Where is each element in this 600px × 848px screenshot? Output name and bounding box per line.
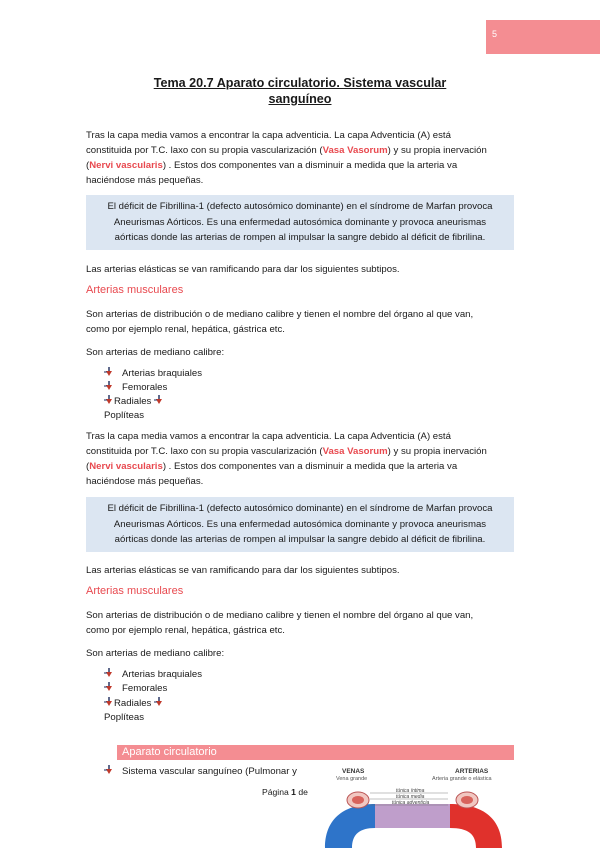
artery-arc <box>450 804 502 848</box>
mediano-calibre-label: Son arterias de mediano calibre: <box>86 648 225 659</box>
venas-subtitle: Vena grande <box>336 776 368 782</box>
list-item: Arterias braquiales <box>104 367 202 381</box>
page-tab-number: 5 <box>492 29 498 39</box>
arrow-bullet-icon <box>104 367 114 377</box>
distribution-paragraph: Son arterias de distribución o de mediano calibre y tienen el nombre del órgano al que van, como por ejemplo renal, hepática, gástrica etc. <box>86 309 474 335</box>
section-banner: Aparato circulatorio <box>117 745 514 760</box>
arrow-bullet-icon <box>104 682 114 692</box>
vasa-vasorum-term: Vasa Vasorum <box>322 446 388 457</box>
venas-title: VENAS <box>342 768 365 775</box>
vessel-diagram <box>320 764 510 848</box>
arrow-bullet-icon <box>104 381 114 391</box>
arrow-bullet-icon <box>104 668 114 678</box>
section-heading-arterias-musculares: Arterias musculares <box>86 585 184 597</box>
mediano-calibre-label: Son arterias de mediano calibre: <box>86 347 225 358</box>
page-tab <box>486 20 600 54</box>
vasa-vasorum-term: Vasa Vasorum <box>322 145 388 156</box>
arterias-subtitle: Arteria grande o elástica <box>432 776 492 782</box>
list-item: Sistema vascular sanguíneo (Pulmonar y <box>104 765 297 777</box>
arrow-bullet-icon <box>154 395 164 405</box>
list-item: Femorales <box>104 381 167 395</box>
marfan-note-box: El déficit de Fibrillina-1 (defecto autosómico dominante) en el síndrome de Marfan provoca Aneurismas Aórticos. Es una enfermedad autosómica dominante y provoca aneurismas aórticas donde las arterias de rompen al impulsar la sangre debido al déficit de fibrilina. <box>86 195 514 250</box>
vein-arc <box>325 804 375 848</box>
list-item: Femorales <box>104 682 167 696</box>
capillary-bridge <box>375 804 450 828</box>
layer-label: túnica media <box>396 794 425 800</box>
nervi-vascularis-term: Nervi vascularis <box>89 160 163 171</box>
section-heading-arterias-musculares: Arterias musculares <box>86 284 184 296</box>
arrow-bullet-icon <box>154 697 164 707</box>
arrow-bullet-icon <box>104 395 114 405</box>
arrow-bullet-icon <box>104 765 114 775</box>
page-title: Tema 20.7 Aparato circulatorio. Sistema vascular sanguíneo <box>153 76 447 106</box>
list-item: Radiales <box>104 395 164 409</box>
list-item-tail: Poplíteas <box>104 712 145 723</box>
adventicia-paragraph: Tras la capa media vamos a encontrar la capa adventicia. La capa Adventicia (A) está constituida por T.C. laxo con su propia vascularización (Vasa Vasorum) y su propia inervación (Nervi vascularis) . Estos dos componentes van a disminuir a medida que la arteria va haciéndose más pequeñas. <box>86 130 487 186</box>
marfan-note-box: El déficit de Fibrillina-1 (defecto autosómico dominante) en el síndrome de Marfan provoca Aneurismas Aórticos. Es una enfermedad autosómica dominante y provoca aneurismas aórticas donde las arterias de rompen al impulsar la sangre debido al déficit de fibrilina. <box>86 497 514 552</box>
adventicia-paragraph: Tras la capa media vamos a encontrar la capa adventicia. La capa Adventicia (A) está constituida por T.C. laxo con su propia vascularización (Vasa Vasorum) y su propia inervación (Nervi vascularis) . Estos dos componentes van a disminuir a medida que la arteria va haciéndose más pequeñas. <box>86 431 487 487</box>
arterias-title: ARTERIAS <box>455 768 489 775</box>
page-footer: Página 1 de <box>262 787 308 797</box>
arrow-bullet-icon <box>104 697 114 707</box>
nervi-vascularis-term: Nervi vascularis <box>89 461 163 472</box>
list-item: Radiales <box>104 697 164 711</box>
layer-label: túnica íntima <box>396 788 425 794</box>
elastic-arteries-paragraph: Las arterias elásticas se van ramificando para dar los siguientes subtipos. <box>86 264 400 275</box>
distribution-paragraph: Son arterias de distribución o de mediano calibre y tienen el nombre del órgano al que van, como por ejemplo renal, hepática, gástrica etc. <box>86 610 474 636</box>
elastic-arteries-paragraph: Las arterias elásticas se van ramificando para dar los siguientes subtipos. <box>86 565 400 576</box>
layer-label: túnica adventicia <box>392 800 430 806</box>
list-item-tail: Poplíteas <box>104 410 145 421</box>
list-item: Arterias braquiales <box>104 668 202 682</box>
